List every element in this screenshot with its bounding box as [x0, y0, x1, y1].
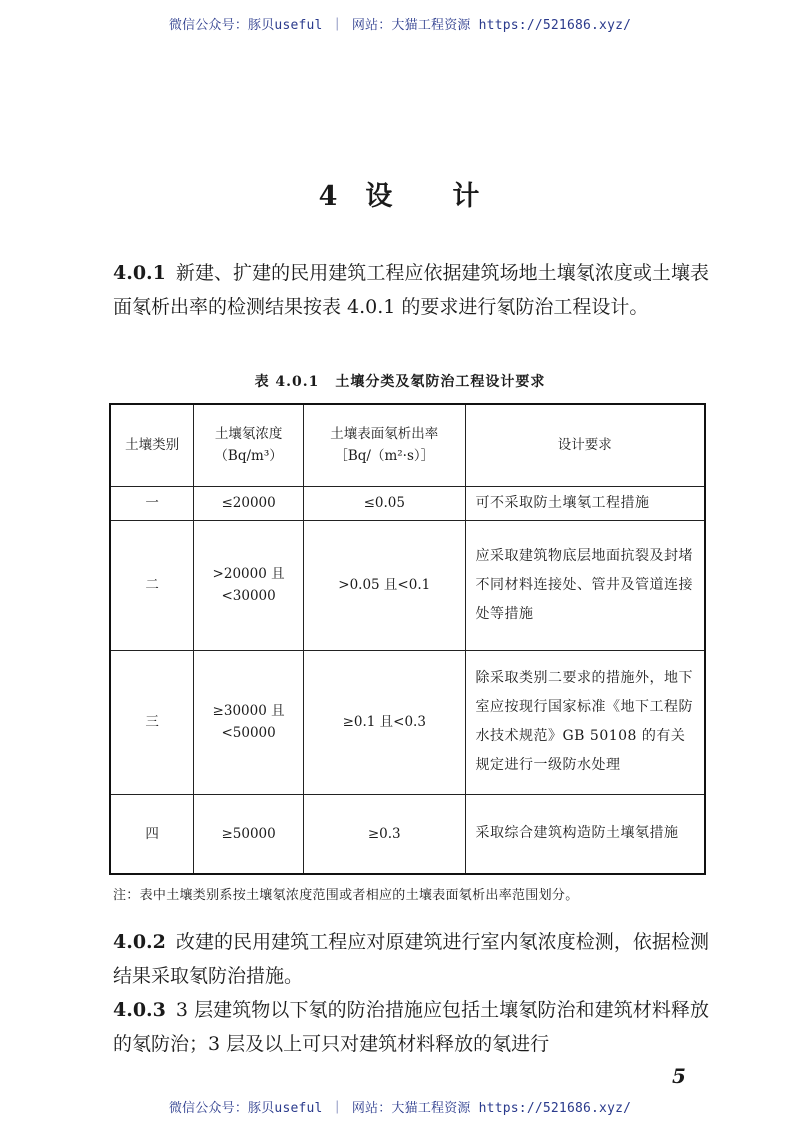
cell-exhalation: >0.05 且<0.1: [304, 520, 466, 650]
cell-category: 二: [110, 520, 194, 650]
header-col2-line2: （Bq/m³）: [214, 448, 283, 465]
cell-category: 三: [110, 650, 194, 794]
header-exhalation-rate: [304, 404, 466, 486]
cell-concentration: ≥50000: [194, 794, 304, 874]
page-number: 5: [672, 1064, 686, 1088]
table-caption: [0, 371, 800, 391]
header-col3-line2: ［Bq/（m²·s）］: [334, 448, 435, 465]
watermark-top: 微信公众号：豚贝useful ｜ 网站：大猫工程资源 https://521686.xyz/: [168, 18, 632, 33]
header-col2-line1: 土壤氡浓度: [214, 426, 283, 443]
cell-concentration: ≤20000: [194, 486, 304, 520]
clause-4-0-1: [113, 256, 709, 324]
clause-text: 改建的民用建筑工程应对原建筑进行室内氡浓度检测，依据检测结果采取氡防治措施。: [113, 931, 709, 987]
header-radon-concentration: [194, 404, 304, 486]
cell-category: 一: [110, 486, 194, 520]
cell-exhalation: ≥0.3: [304, 794, 466, 874]
table-caption-title: 土壤分类及氡防治工程设计要求: [335, 374, 546, 390]
clause-number: 4.0.2: [113, 931, 166, 953]
cell-requirement: 应采取建筑物底层地面抗裂及封堵不同材料连接处、管井及管道连接处等措施: [465, 520, 705, 650]
cell-requirement: 可不采取防土壤氡工程措施: [465, 486, 705, 520]
clause-number: 4.0.1: [113, 262, 166, 284]
header-soil-category: 土壤类别: [110, 404, 194, 486]
table-caption-number: 表 4.0.1: [254, 374, 320, 390]
clause-4-0-2: [113, 925, 709, 993]
soil-classification-table: [109, 403, 706, 875]
header-design-requirement: 设计要求: [465, 404, 705, 486]
cell-category: 四: [110, 794, 194, 874]
clause-text: 新建、扩建的民用建筑工程应依据建筑场地土壤氡浓度或土壤表面氡析出率的检测结果按表 4.0.1 的要求进行氡防治工程设计。: [113, 262, 709, 318]
chapter-title: [0, 174, 800, 213]
table-header-row: [110, 404, 705, 486]
clause-number: 4.0.3: [113, 999, 166, 1021]
chapter-title-word-2: 计: [452, 181, 482, 212]
cell-exhalation: ≤0.05: [304, 486, 466, 520]
table-row: [110, 520, 705, 650]
header-col3-line1: 土壤表面氡析出率: [330, 426, 439, 443]
cell-requirement: 采取综合建筑构造防土壤氡措施: [465, 794, 705, 874]
chapter-number: 4: [318, 181, 340, 212]
clause-4-0-3: [113, 993, 709, 1061]
table-note: 注：表中土壤类别系按土壤氡浓度范围或者相应的土壤表面氡析出率范围划分。: [113, 888, 579, 903]
chapter-title-word-1: 设: [365, 181, 395, 212]
table-row: [110, 486, 705, 520]
cell-exhalation: ≥0.1 且<0.3: [304, 650, 466, 794]
watermark-bottom: 微信公众号：豚贝useful ｜ 网站：大猫工程资源 https://521686.xyz/: [168, 1101, 632, 1116]
cell-requirement: 除采取类别二要求的措施外，地下室应按现行国家标准《地下工程防水技术规范》GB 50108 的有关规定进行一级防水处理: [465, 650, 705, 794]
table-row: [110, 794, 705, 874]
cell-concentration: >20000 且 <30000: [194, 520, 304, 650]
table-row: [110, 650, 705, 794]
clause-text: 3 层建筑物以下氡的防治措施应包括土壤氡防治和建筑材料释放的氡防治；3 层及以上可只对建筑材料释放的氡进行: [113, 999, 709, 1055]
cell-concentration: ≥30000 且 <50000: [194, 650, 304, 794]
